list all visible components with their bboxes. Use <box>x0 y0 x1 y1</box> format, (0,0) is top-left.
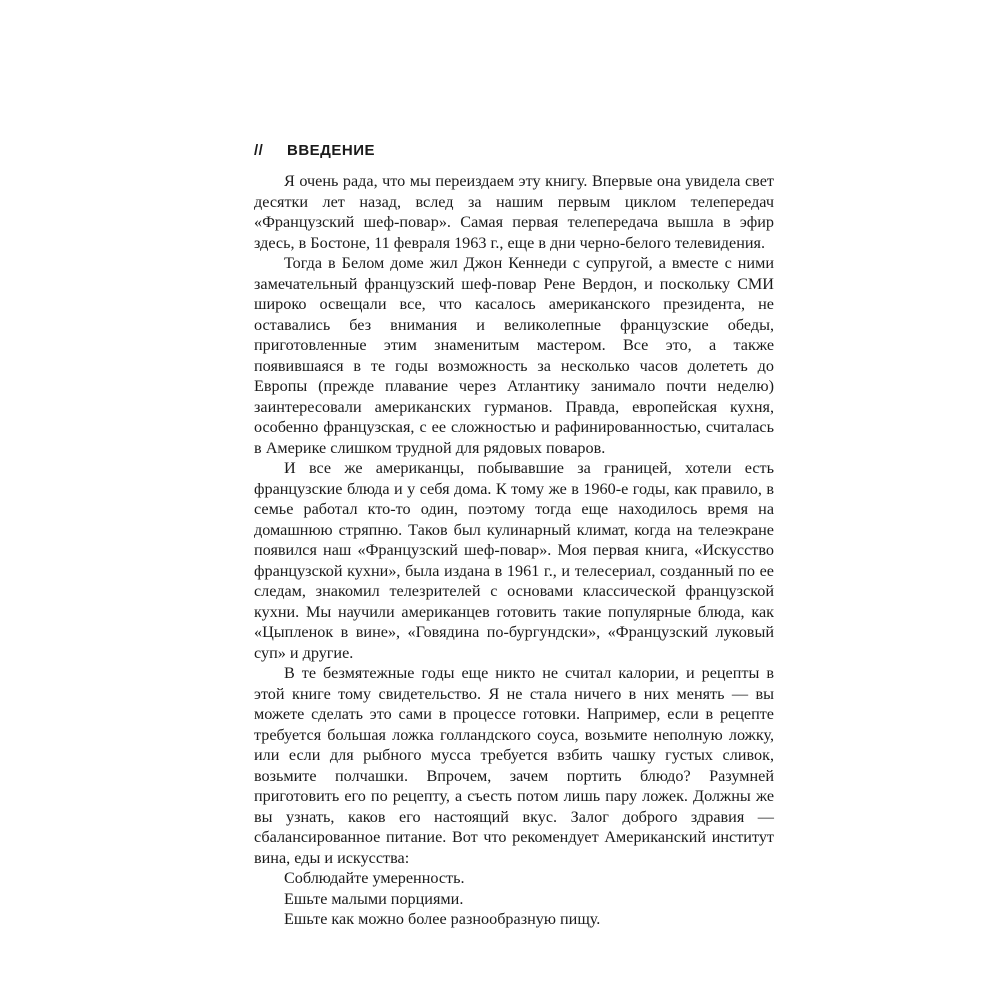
section-heading <box>254 142 774 159</box>
recommendation-item: Ешьте как можно более разнообразную пищу. <box>284 910 601 928</box>
paragraph-americans: И все же американцы, побывавшие за границей, хотели есть французские блюда и у себя дома. К тому же в 1960-е годы, как правило, в семье работал кто-то один, поэтому тогда еще находилось время на домашнюю стряпню. Таков был кулинарный климат, когда на телеэкране появился наш «Французский шеф-повар». Моя первая книга, «Искусство французской кухни», была издана в 1961 г., и телесериал, созданный по ее следам, знакомил телезрителей с основами классической французской кухни. Мы научили американцев готовить такие популярные блюда, как «Цыпленок в вине», «Говядина по-бургундски», «Французский луковый суп» и другие. <box>254 459 774 662</box>
recommendations-list <box>254 868 774 930</box>
heading-mark: // <box>254 142 264 159</box>
recommendation-item: Соблюдайте умеренность. <box>284 869 465 887</box>
document-page <box>254 138 774 930</box>
recommendation-item: Ешьте малыми порциями. <box>284 889 464 908</box>
paragraph-calories: В те безмятежные годы еще никто не считал калории, и рецепты в этой книге тому свидетельство. Я не стала ничего в них менять — вы можете сделать это сами в процессе готовки. Например, если в рецепте требуется большая ложка голландского соуса, возьмите неполную ложку, или если для рыбного мусса требуется взбить чашку густых сливок, возьмите полчашки. Впрочем, зачем портить блюдо? Разумней приготовить его по рецепту, а съесть потом лишь пару ложек. Должны же вы узнать, каков его настоящий вкус. Залог доброго здравия — сбалансированное питание. Вот что рекомендует Американский институт вина, еды и искусства: <box>254 664 774 867</box>
heading-title: ВВЕДЕНИЕ <box>287 142 375 159</box>
paragraph-kennedy: Тогда в Белом доме жил Джон Кеннеди с супругой, а вместе с ними замечательный французский шеф-повар Рене Вердон, и поскольку СМИ широко освещали все, что касалось американского президента, не оставались без внимания и великолепные французские обеды, приготовленные этим знаменитым мастером. Все это, а также появившаяся в те годы возможность за несколько часов долететь до Европы (прежде плавание через Атлантику занимало почти неделю) заинтересовали американских гурманов. Правда, европейская кухня, особенно французская, с ее сложностью и рафинированностью, считалась в Америке слишком трудной для рядовых поваров. <box>254 254 774 457</box>
paragraph-intro: Я очень рада, что мы переиздаем эту книгу. Впервые она увидела свет десятки лет назад, вслед за нашим первым циклом телепередач «Французский шеф-повар». Самая первая телепередача вышла в эфир здесь, в Бостоне, 11 февраля 1963 г., еще в дни черно-белого телевидения. <box>254 172 774 252</box>
